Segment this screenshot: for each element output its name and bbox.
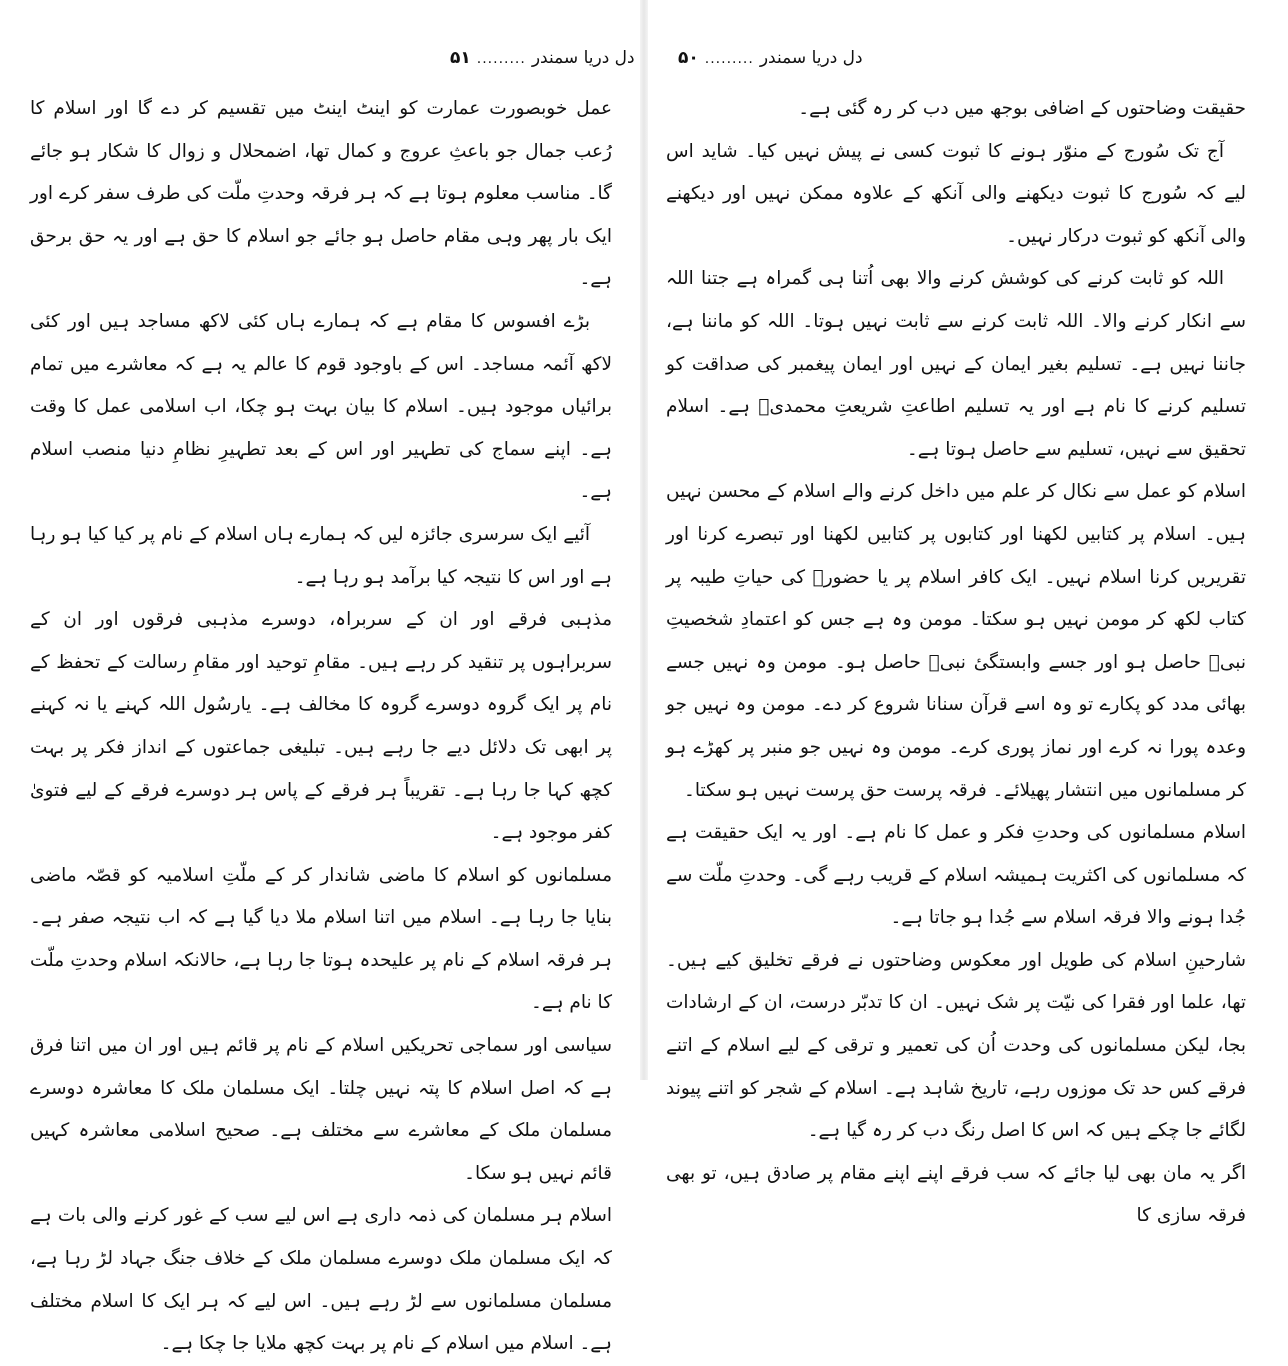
page-body xyxy=(30,88,612,1366)
paragraph: بڑے افسوس کا مقام ہے کہ ہمارے ہاں کئی لاکھ مساجد ہیں اور کئی لاکھ آئمہ مساجد۔ اس کے باوجود قوم کا عالم یہ ہے کہ معاشرے میں تمام برائیاں موجود ہیں۔ اسلام کا بیان بہت ہو چکا، اب اسلامی عمل کا وقت ہے۔ اپنے سماج کی تطہیر اور اس کے بعد تطہیرِ نظامِ دنیا منصب اسلام ہے۔ xyxy=(30,310,612,503)
book-gutter xyxy=(640,0,648,1080)
paragraph: سیاسی اور سماجی تحریکیں اسلام کے نام پر قائم ہیں اور ان میں اتنا فرق ہے کہ اصل اسلام کا پتہ نہیں چلتا۔ ایک مسلمان ملک کا معاشرہ دوسرے مسلمان ملک کے معاشرے سے مختلف ہے۔ صحیح اسلامی معاشرہ کہیں قائم نہیں ہو سکا۔ xyxy=(30,1035,612,1184)
paragraph: اگر یہ مان بھی لیا جائے کہ سب فرقے اپنے اپنے مقام پر صادق ہیں، تو بھی فرقہ سازی کا xyxy=(666,1162,1246,1227)
paragraph: شارحینِ اسلام کی طویل اور معکوس وضاحتوں نے فرقے تخلیق کیے ہیں۔ تھا، علما اور فقرا کی نیّت پر شک نہیں۔ ان کا تدبّر درست، ان کے ارشادات بجا، لیکن مسلمانوں کی وحدت اُن کی تعمیر و ترقی کے لیے اسلام کے اتنے فرقے کس حد تک موزوں رہے، تاریخ شاہد ہے۔ اسلام کے شجر کو اتنے پیوند لگائے جا چکے ہیں کہ اس کا اصل رنگ دب کر رہ گیا ہے۔ xyxy=(666,949,1246,1142)
running-head xyxy=(450,48,635,68)
leader-dots: ......... xyxy=(476,51,526,67)
page-body xyxy=(666,88,1246,1238)
page-51 xyxy=(0,0,640,1355)
paragraph: اللہ کو ثابت کرنے کی کوشش کرنے والا بھی اُتنا ہی گمراہ ہے جتنا اللہ سے انکار کرنے والا۔ اللہ ثابت کرنے سے ثابت نہیں ہوتا۔ اللہ کو ماننا ہے، جاننا نہیں ہے۔ تسلیم بغیر ایمان کے نہیں اور ایمان پیغمبر کی صداقت کو تسلیم کرنے کا نام ہے اور یہ تسلیم اطاعتِ شریعتِ محمدیؐ ہے۔ اسلام تحقیق سے نہیں، تسلیم سے حاصل ہوتا ہے۔ xyxy=(666,268,1246,460)
book-title: دل دریا سمندر xyxy=(531,48,635,68)
paragraph: مسلمانوں کو اسلام کا ماضی شاندار کر کے ملّتِ اسلامیہ کو قصّہ ماضی بنایا جا رہا ہے۔ اسلام میں اتنا اسلام ملا دیا گیا ہے کہ اب نتیجہ صفر ہے۔ ہر فرقہ اسلام کے نام پر علیحدہ ہوتا جا رہا ہے، حالانکہ اسلام وحدتِ ملّت کا نام ہے۔ xyxy=(30,864,612,1014)
paragraph: آئیے ایک سرسری جائزہ لیں کہ ہمارے ہاں اسلام کے نام پر کیا کیا ہو رہا ہے اور اس کا نتیجہ کیا برآمد ہو رہا ہے۔ xyxy=(30,523,612,588)
paragraph: حقیقت وضاحتوں کے اضافی بوجھ میں دب کر رہ گئی ہے۔ xyxy=(798,98,1246,119)
page-number: ۵۰ xyxy=(678,48,699,68)
paragraph: آج تک سُورج کے منوّر ہونے کا ثبوت کسی نے پیش نہیں کیا۔ شاید اس لیے کہ سُورج کا ثبوت دیکھنے والی آنکھ کے علاوہ ممکن نہیں اور دیکھنے والی آنکھ کو ثبوت درکار نہیں۔ xyxy=(666,140,1246,247)
leader-dots: ......... xyxy=(704,51,754,67)
page-number: ۵۱ xyxy=(450,48,471,68)
paragraph: اسلام مسلمانوں کی وحدتِ فکر و عمل کا نام ہے۔ اور یہ ایک حقیقت ہے کہ مسلمانوں کی اکثریت ہمیشہ اسلام کے قریب رہے گی۔ وحدتِ ملّت سے جُدا ہونے والا فرقہ اسلام سے جُدا ہو جاتا ہے۔ xyxy=(666,822,1246,929)
paragraph: اسلام ہر مسلمان کی ذمہ داری ہے اس لیے سب کے غور کرنے والی بات ہے کہ ایک مسلمان ملک دوسرے مسلمان ملک کے خلاف جنگ جہاد لڑ رہا ہے، مسلمان مسلمانوں سے لڑ رہے ہیں۔ اس لیے کہ ہر ایک کا اسلام مختلف ہے۔ اسلام میں اسلام کے نام پر بہت کچھ ملایا جا چکا ہے۔ xyxy=(30,1205,612,1355)
paragraph: مذہبی فرقے اور ان کے سربراہ، دوسرے مذہبی فرقوں اور ان کے سربراہوں پر تنقید کر رہے ہیں۔ مقامِ توحید اور مقامِ رسالت کے تحفظ کے نام پر ایک گروہ دوسرے گروہ کا مخالف ہے۔ یارسُول اللہ کہنے یا نہ کہنے پر ابھی تک دلائل دیے جا رہے ہیں۔ تبلیغی جماعتوں کے انداز فکر پر بہت کچھ کہا جا رہا ہے۔ تقریباً ہر فرقے کے پاس ہر دوسرے فرقے کے لیے فتویٰ کفر موجود ہے۔ xyxy=(30,609,612,844)
book-title: دل دریا سمندر xyxy=(759,48,863,68)
page-50 xyxy=(648,0,1288,1227)
running-head xyxy=(678,48,863,68)
paragraph: اسلام کو عمل سے نکال کر علم میں داخل کرنے والے اسلام کے محسن نہیں ہیں۔ اسلام پر کتابیں لکھنا اور کتابوں پر کتابیں لکھنا اور تبصرے کرنا اور تقریریں کرنا اسلام نہیں۔ ایک کافر اسلام پر یا حضورؐ کی حیاتِ طیبہ پر کتاب لکھ کر مومن نہیں ہو سکتا۔ مومن وہ ہے جس کو اعتمادِ شخصیتِ نبیؐ حاصل ہو اور جسے وابستگیٔ نبیؐ حاصل ہو۔ مومن وہ نہیں جسے بھائی مدد کو پکارے تو وہ اسے قرآن سنانا شروع کر دے۔ مومن وہ نہیں جو وعدہ پورا نہ کرے اور نماز پوری کرے۔ مومن وہ نہیں جو منبر پر کھڑے ہو کر مسلمانوں میں انتشار پھیلائے۔ فرقہ پرست حق پرست نہیں ہو سکتا۔ xyxy=(666,481,1246,801)
paragraph: عمل خوبصورت عمارت کو اینٹ اینٹ میں تقسیم کر دے گا اور اسلام کا رُعب جمال جو باعثِ عروج و کمال تھا، اضمحلال و زوال کا شکار ہو جائے گا۔ مناسب معلوم ہوتا ہے کہ ہر فرقہ وحدتِ ملّت کی طرف سفر کرے اور ایک بار پھر وہی مقام حاصل ہو جائے جو اسلام کا حق ہے اور یہ حق برحق ہے۔ xyxy=(30,98,612,290)
